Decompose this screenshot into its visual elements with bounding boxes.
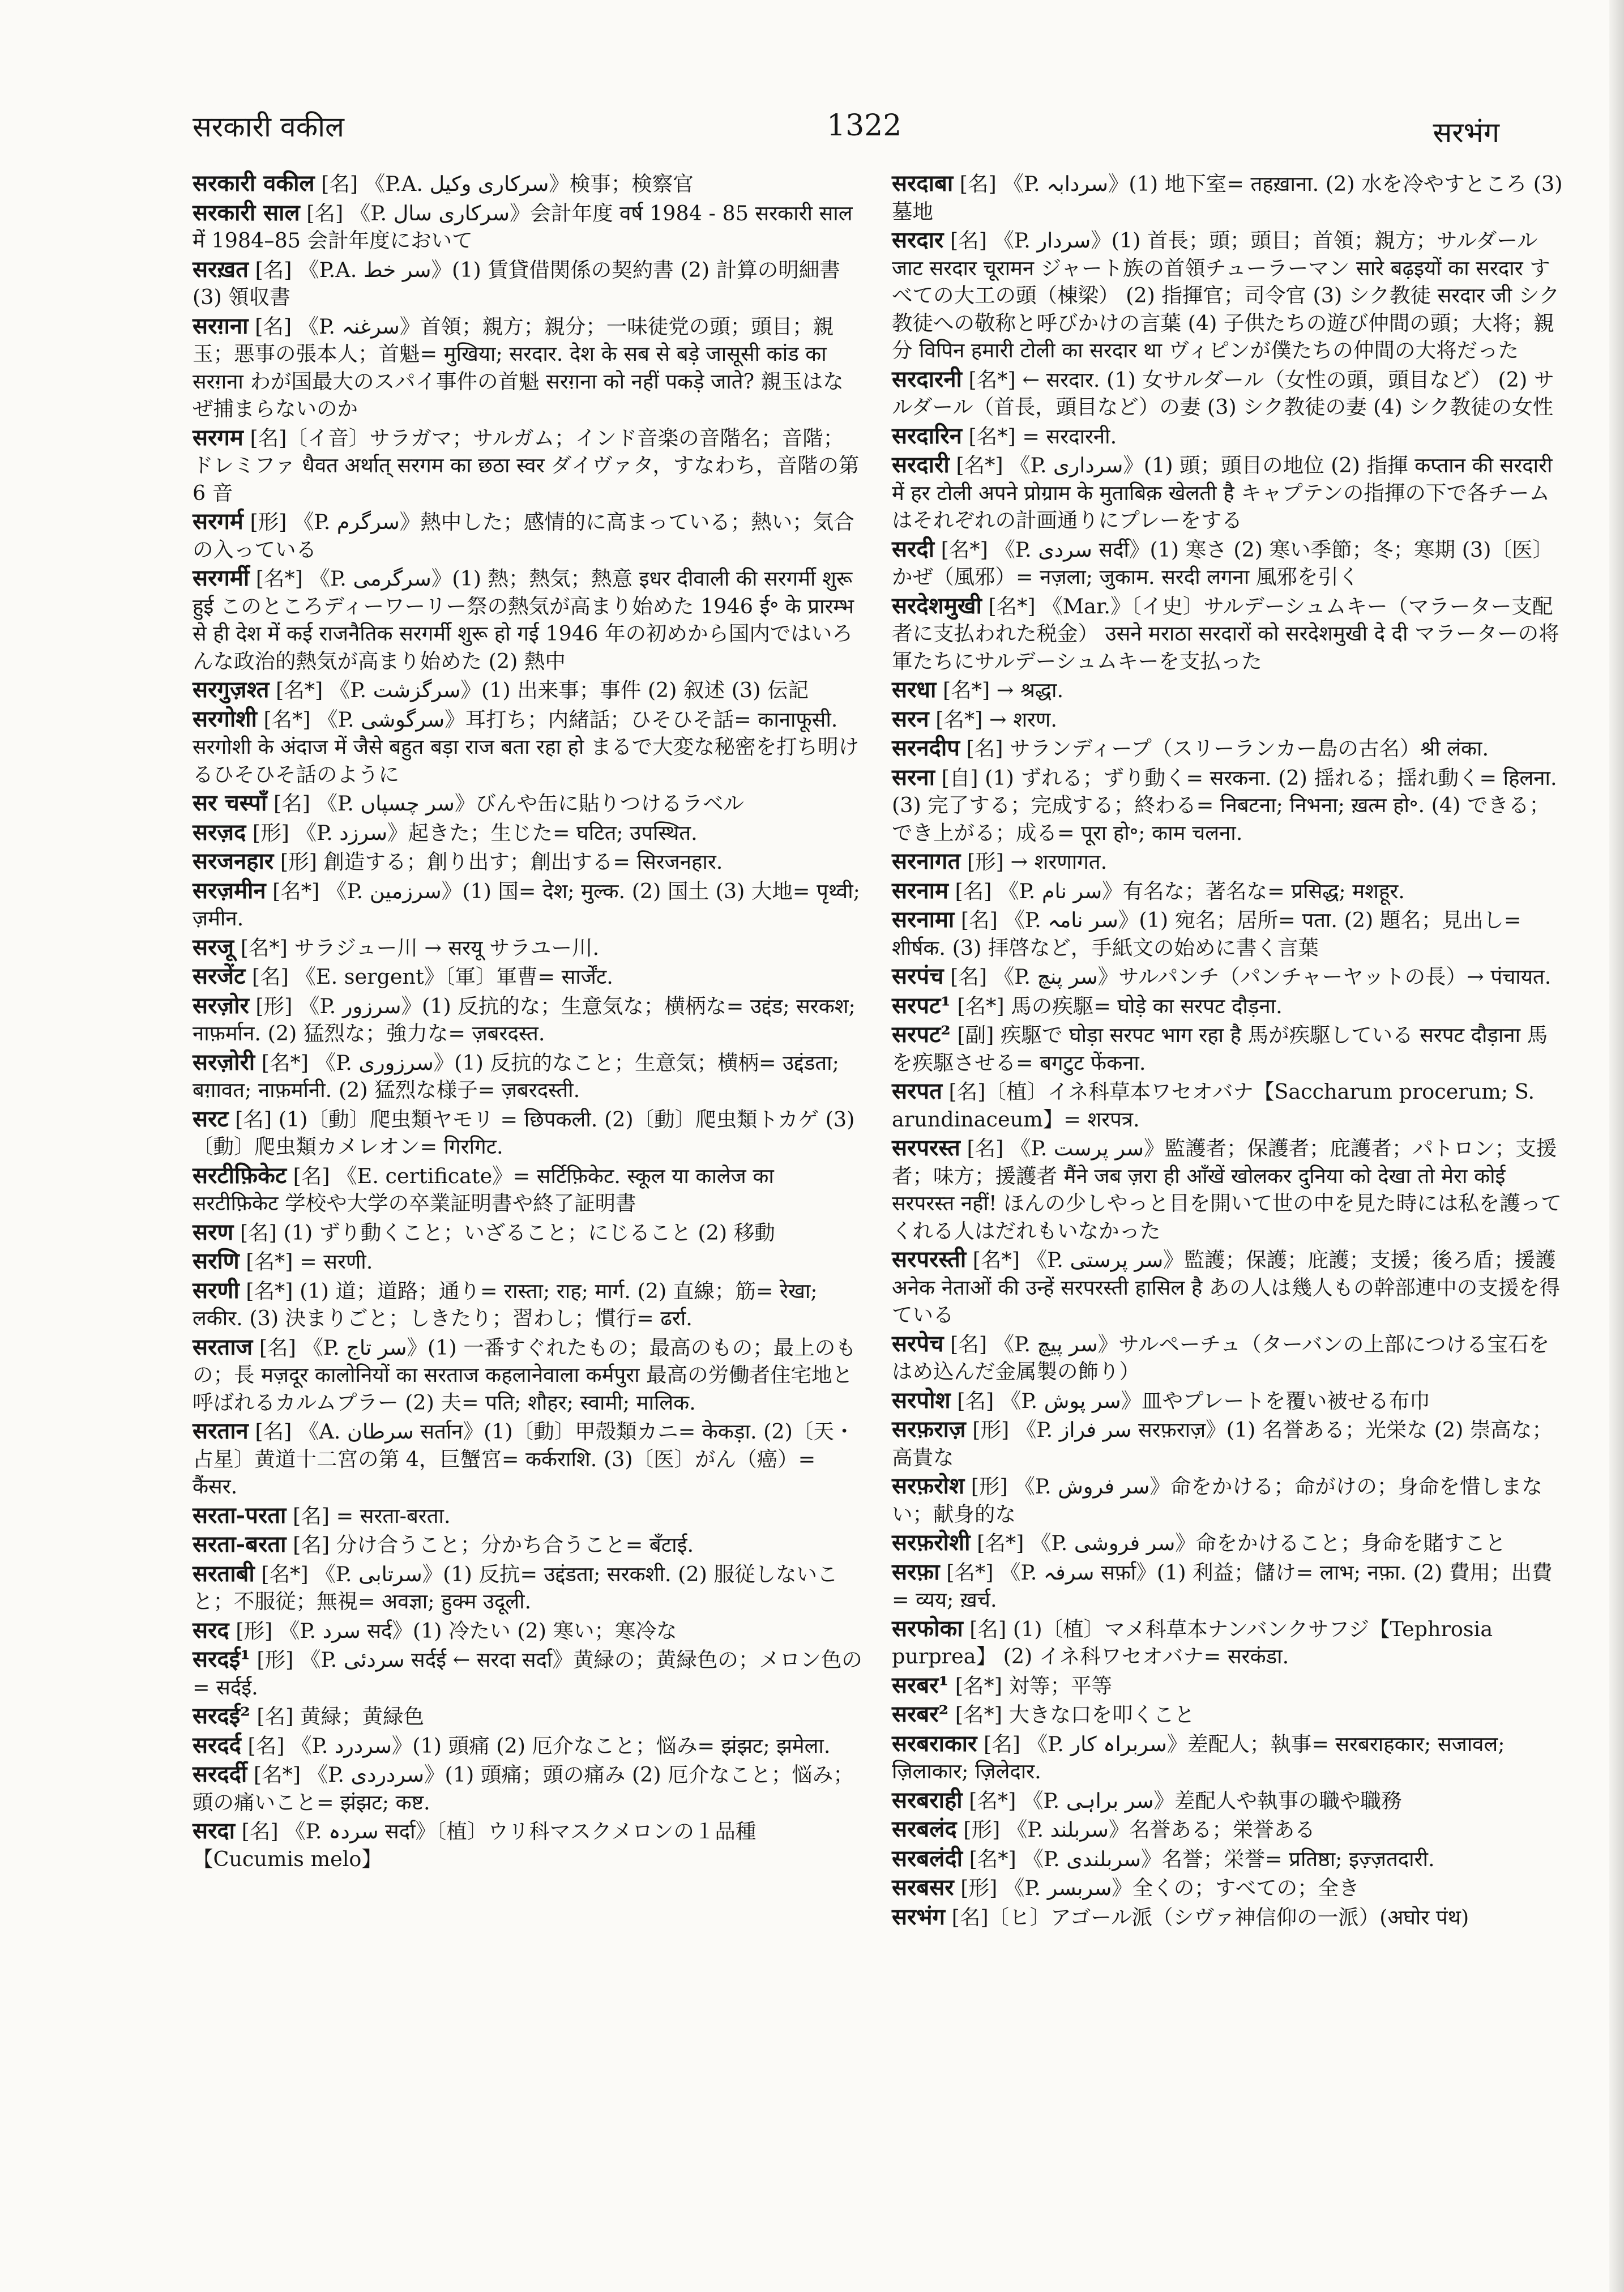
- dictionary-entry: [193, 1531, 864, 1559]
- entry-definition: [名] (1) ずり動くこと；いざること；にじること (2) 移動: [233, 1220, 775, 1245]
- dictionary-entry: [892, 848, 1563, 876]
- entry-definition: [名*] 《P. سر پرستی》監護；保護；庇護；支援；後ろ盾；援護 अनेक नेताओं की उन्हें सरपरस्ती हासिल है あの人は幾人もの幹部連中の支援を得ている: [892, 1248, 1561, 1327]
- dictionary-entry: [892, 735, 1563, 763]
- entry-definition: [形] 《P. سربلند》名誉ある；栄誉ある: [956, 1817, 1315, 1842]
- header-left-guide-word: सरकारी वकील: [193, 110, 344, 143]
- dictionary-entry: [892, 1529, 1563, 1557]
- entry-headword: सरज़द: [193, 818, 246, 846]
- entry-headword: सरफ़ा: [892, 1558, 940, 1585]
- entry-headword: सरतान: [193, 1418, 249, 1444]
- dictionary-entry: [892, 676, 1563, 705]
- entry-headword: सरनागत: [892, 848, 961, 874]
- entry-definition: [名] 《P. سر پرست》監護者；保護者；庇護者；パトロン；支援者；味方；援護者 मैंने जब ज़रा ही आँखें खोलकर दुनिया को देखा तो मेरा कोई सरपरस्त नहीं! ほんの少しやっと目を開いて世の中を見た時には私を護ってくれる人はだれもいなかった: [892, 1136, 1562, 1243]
- entry-headword: सरबर²: [892, 1701, 949, 1727]
- dictionary-entry: [193, 848, 864, 876]
- dictionary-entry: [892, 1416, 1563, 1471]
- entry-headword: सरबराकार: [892, 1730, 977, 1757]
- entry-headword: सरता-बरता: [193, 1531, 287, 1557]
- entry-headword: सरजू: [193, 933, 234, 961]
- dictionary-entry: [892, 963, 1563, 991]
- entry-headword: सरदी: [892, 535, 934, 562]
- dictionary-entry: [193, 1277, 864, 1333]
- entry-headword: सरता-परता: [193, 1501, 287, 1529]
- entry-definition: [名] 《P.A. سرکاری وکیل》検事；検察官: [314, 172, 694, 196]
- entry-headword: सरदर्दी: [193, 1761, 247, 1787]
- dictionary-entry: [892, 366, 1563, 421]
- entry-definition: [名] 《P. سردرد》(1) 頭痛 (2) 厄介なこと；悩み= झंझट; झमेला.: [241, 1733, 831, 1758]
- left-column: [193, 170, 864, 1874]
- entry-definition: [名] 《A. سرطان सर्तान》(1)〔動〕甲殻類カニ= केकड़ा. (2)〔天・占星〕黄道十二宮の第 4，巨蟹宮= कर्कराशि. (3)〔医〕がん（癌）= कैंसर.: [193, 1419, 855, 1499]
- entry-definition: [名*] 《P. سرتابی》(1) 反抗= उद्दंडता; सरकशी. (2) 服従しないこと；不服従；無視= अवज्ञा; हुक्म उदूली.: [193, 1561, 838, 1614]
- dictionary-entry: [193, 877, 864, 933]
- dictionary-entry: [892, 1816, 1563, 1844]
- dictionary-entry: [892, 1903, 1563, 1932]
- entry-definition: [名*] 《P. سر فروشی》命をかけること；身命を賭すこと: [970, 1531, 1506, 1555]
- entry-definition: [名*] 《P. سردی सर्दी》(1) 寒さ (2) 寒い季節；冬；寒期 (3)〔医〕かぜ（風邪）= नज़ला; जुकाम. सरदी लगना 風邪を引く: [892, 537, 1553, 589]
- entry-headword: सरदई¹: [193, 1646, 250, 1672]
- entry-definition: [名*] (1) 道；道路；通り= रास्ता; राह; मार्ग. (2) 直線；筋= रेखा; लकीर. (3) 決まりごと；しきたり；習わし；慣行= ढर्रा.: [193, 1278, 818, 1330]
- page-number: 1322: [827, 109, 902, 143]
- entry-definition: [名] サランディープ（スリーランカー島の古名）श्री लंका.: [959, 736, 1489, 761]
- entry-headword: सरधा: [892, 676, 937, 703]
- entry-headword: सरदेशमुखी: [892, 592, 982, 619]
- entry-definition: [名*] → श्रद्धा.: [936, 678, 1064, 702]
- dictionary-entry: [193, 1702, 864, 1731]
- entry-definition: [名*] 馬の疾駆= घोड़े का सरपट दौड़ना.: [950, 993, 1283, 1018]
- entry-headword: सरनाम: [892, 877, 948, 904]
- entry-definition: [形] 《P. سر فروش》命をかける；命がけの；身命を惜しまない；献身的な: [892, 1474, 1542, 1526]
- entry-definition: [名*] 大きな口を叩くこと: [948, 1702, 1195, 1727]
- entry-definition: [自] (1) ずれる；ずり動く= सरकना. (2) 揺れる；揺れ動く= हिलना. (3) 完了する；完成する；終わる= निबटना; निभना; ख़त्म हो॰. (4) できる；でき上がる；成る= पूरा हो॰; काम चलना.: [892, 765, 1557, 845]
- entry-definition: [名] (1)〔植〕マメ科草本ナンバンクサフジ【Tephrosia purprea】 (2) イネ科ワセオバナ= सरकंडा.: [892, 1616, 1493, 1668]
- entry-definition: [名] 《P. سر نام》有名な；著名な= प्रसिद्ध; मशहूर.: [948, 878, 1405, 903]
- dictionary-entry: [892, 1472, 1563, 1528]
- entry-definition: [名*] 《P. سربلندی》名誉；栄誉= प्रतिष्ठा; इज़्ज़तदारी.: [962, 1846, 1435, 1871]
- dictionary-entry: [892, 536, 1563, 591]
- entry-headword: सरबलंदी: [892, 1845, 963, 1872]
- entry-headword: सरनामा: [892, 906, 955, 933]
- entry-definition: [名] 《E. certificate》= सर्टिफ़िकेट. स्कूल या कालेज का सरटीफ़िकेट 学校や大学の卒業証明書や終了証明書: [193, 1163, 774, 1215]
- dictionary-entry: [193, 1334, 864, 1417]
- entry-headword: सरपट²: [892, 1021, 951, 1048]
- entry-definition: [形] 《P. سرزور》(1) 反抗的な；生意気な；横柄な= उद्दंड; सरकश; नाफ़र्मान. (2) 猛烈な；強力な= ज़बरदस्त.: [193, 993, 856, 1045]
- entry-headword: सरणी: [193, 1277, 240, 1304]
- entry-definition: [名] 《P. سر پوش》皿やプレートを覆い被せる布巾: [950, 1388, 1430, 1413]
- dictionary-entry: [193, 508, 864, 564]
- dictionary-entry: [193, 565, 864, 675]
- dictionary-entry: [193, 789, 864, 818]
- entry-definition: [名] = सरता-बरता.: [286, 1503, 451, 1528]
- entry-definition: [名*] サラジュー川 → सरयू サラユー川.: [234, 935, 600, 960]
- entry-definition: [名*] = सरदारनी.: [961, 424, 1117, 449]
- entry-headword: सरदारनी: [892, 365, 962, 392]
- dictionary-entry: [892, 1874, 1563, 1902]
- dictionary-entry: [892, 1787, 1563, 1815]
- entry-headword: सरगम: [193, 424, 243, 451]
- dictionary-entry: [193, 1219, 864, 1247]
- entry-headword: सरपंच: [892, 963, 944, 989]
- entry-definition: [名] 黄緑；黄緑色: [250, 1704, 424, 1728]
- right-column: [892, 170, 1563, 1932]
- header-right-guide-word: सरभंग: [1433, 116, 1499, 149]
- entry-headword: सरदारिन: [892, 422, 962, 449]
- entry-headword: सरफ़राज़: [892, 1416, 966, 1442]
- entry-headword: सरज़मीन: [193, 877, 266, 904]
- entry-headword: सरबलंद: [892, 1816, 957, 1842]
- entry-headword: सरणि: [193, 1248, 240, 1274]
- entry-headword: सरख़त: [193, 255, 249, 283]
- entry-headword: सरपोश: [892, 1386, 951, 1414]
- dictionary-entry: [193, 1049, 864, 1104]
- entry-headword: सरदाबा: [892, 170, 954, 197]
- running-head: [159, 85, 1539, 147]
- dictionary-entry: [892, 1330, 1563, 1386]
- dictionary-entry: [892, 764, 1563, 847]
- entry-headword: सरबसर: [892, 1874, 954, 1901]
- entry-definition: [名] 《P. سر پنچ》サルパンチ（パンチャーヤットの長）→ पंचायत.: [943, 964, 1552, 989]
- entry-headword: सरपत: [892, 1078, 942, 1104]
- entry-definition: [名] 《P. سردابہ》(1) 地下室= तहख़ाना. (2) 水を冷やすところ (3) 墓地: [892, 172, 1563, 224]
- entry-headword: सर चस्पाँ: [193, 789, 267, 816]
- entry-definition: [名] 《P. سرکاری سال》会計年度 वर्ष 1984 - 85 सरकारी साल में 1984–85 会計年度において: [193, 200, 853, 253]
- dictionary-entry: [193, 934, 864, 962]
- entry-definition: [形] 《P. سرزد》起きた；生じた= घटित; उपस्थित.: [246, 820, 698, 845]
- entry-headword: सरपरस्ती: [892, 1246, 967, 1273]
- entry-definition: [名] 《P. سردار》(1) 首長；頭；頭目；首領；親方；サルダール जाट सरदार चूरामन ジャート族の首領チューラーマン सारे बढ़इयों का सरदार すべての大工の頭（棟梁） (2) 指揮官；司令官 (3) シク教徒 सरदार जी シク教徒への敬称と呼びかけの言葉 (4) 子供たちの遊び仲間の頭；大将；親分 विपिन हमारी टोली का सरदार था ヴィピンが僕たちの仲間の大将だった: [892, 228, 1560, 362]
- dictionary-entry: [892, 992, 1563, 1021]
- dictionary-entry: [193, 256, 864, 311]
- entry-definition: [形] 《P. سربسر》全くの；すべての；全き: [954, 1876, 1360, 1900]
- entry-definition: [名*] → शरण.: [929, 707, 1057, 732]
- entry-headword: सरदा: [193, 1817, 235, 1844]
- dictionary-entry: [892, 1021, 1563, 1077]
- entry-headword: सरगोशी: [193, 705, 257, 732]
- entry-definition: [名*] 《Mar.》〔イ史〕サルデーシュムキー（マラーター支配者に支払われた税金） उसने मराठा सरदारों को सरदेशमुखी दे दी マラーターの将軍たちにサルデーシュムキーを支払った: [892, 594, 1559, 673]
- dictionary-entry: [193, 1418, 864, 1501]
- entry-definition: [名]〔イ音〕サラガマ；サルガム；インド音楽の音階名；音階；ドレミファ धैवत अर्थात् सरगम का छठा स्वर ダイヴァタ，すなわち，音階の第 6 音: [193, 425, 860, 505]
- dictionary-entry: [193, 1560, 864, 1616]
- dictionary-entry: [193, 706, 864, 789]
- entry-headword: सरण: [193, 1218, 234, 1245]
- entry-definition: [名]〔植〕イネ科草本ワセオバナ【Saccharum procerum; S. arundinaceum】= शरपत्र.: [892, 1079, 1535, 1132]
- entry-definition: [名] 《P. سر پیچ》サルペーチュ（ターバンの上部につける宝石をはめ込んだ金属製の飾り）: [892, 1331, 1550, 1384]
- dictionary-entry: [193, 199, 864, 255]
- dictionary-entry: [892, 1672, 1563, 1700]
- entry-definition: [名*] 《P. سرزمین》(1) 国= देश; मुल्क. (2) 国土 (3) 大地= पृथ्वी; ज़मीन.: [193, 878, 860, 931]
- entry-definition: [形] 《P. سر فراز सरफ़राज़》(1) 名誉ある；光栄な (2) 崇高な；高貴な: [892, 1418, 1553, 1470]
- entry-headword: सरगुज़श्त: [193, 676, 270, 703]
- dictionary-entry: [892, 592, 1563, 676]
- entry-headword: सरपट¹: [892, 992, 951, 1019]
- entry-headword: सरबराही: [892, 1786, 963, 1813]
- dictionary-entry: [892, 1615, 1563, 1671]
- entry-headword: सरफ़रोशी: [892, 1529, 971, 1556]
- dictionary-entry: [892, 1387, 1563, 1415]
- dictionary-entry: [193, 1106, 864, 1161]
- entry-headword: सरफोका: [892, 1615, 963, 1642]
- entry-definition: [名*] 《P. سرگرمی》(1) 熱；熱気；熱意 इधर दीवाली की सरगर्मी शुरू हुई このところディーワーリー祭の熱気が高まり始めた 1946 ई॰ के प्रारम्भ से ही देश में कई राजनैतिक सरगर्मी शुरू हो गई 1946 年の初めから国内ではいろんな政治的熱気が高まり始めた (2) 熱中: [193, 566, 854, 673]
- entry-headword: सरटीफ़िकेट: [193, 1162, 287, 1189]
- entry-definition: [名*] 《P. سرگزشت》(1) 出来事；事件 (2) 叙述 (3) 伝記: [269, 678, 809, 702]
- entry-headword: सरभंग: [892, 1903, 946, 1930]
- entry-definition: [名*] 《P. سرزوری》(1) 反抗的なこと；生意気；横柄= उद्दंडता; बग़ावत; नाफ़र्मानी. (2) 猛烈な様子= ज़बरदस्ती.: [193, 1050, 839, 1102]
- entry-definition: [名]〔ヒ〕アゴール派（シヴァ神信仰の一派）(अघोर पंथ): [945, 1905, 1469, 1930]
- entry-headword: सरदारी: [892, 451, 950, 478]
- dictionary-entry: [193, 1732, 864, 1760]
- dictionary-entry: [892, 1701, 1563, 1729]
- dictionary-entry: [892, 1134, 1563, 1245]
- entry-headword: सरना: [892, 763, 935, 791]
- entry-headword: सरट: [193, 1105, 229, 1132]
- dictionary-entry: [193, 1617, 864, 1645]
- entry-definition: [名] 分け合うこと；分かち合うこと= बँटाई.: [286, 1533, 694, 1557]
- entry-headword: सरगर्म: [193, 508, 243, 535]
- entry-definition: [名*] 対等；平等: [948, 1673, 1113, 1698]
- entry-definition: [名*] ← सरदार. (1) 女サルダール（女性の頭，頭目など） (2) サルダール（首長，頭目など）の妻 (3) シク教徒の妻 (4) シク教徒の女性: [892, 367, 1555, 419]
- entry-headword: सरदई²: [193, 1702, 250, 1729]
- entry-definition: [名*] = सरणी.: [239, 1249, 373, 1274]
- dictionary-entry: [193, 1761, 864, 1816]
- dictionary-entry: [193, 1817, 864, 1873]
- dictionary-entry: [193, 992, 864, 1048]
- dictionary-entry: [193, 1248, 864, 1276]
- entry-headword: सरज़ोरी: [193, 1048, 255, 1075]
- entry-headword: सरद: [193, 1616, 229, 1644]
- entry-definition: [名*] 《P. سرداری》(1) 頭；頭目の地位 (2) 指揮 कप्तान की सरदारी में हर टोली अपने प्रोग्राम के मुताबिक़ खेलती है キャプテンの指揮の下で各チームはそれぞれの計画通りにプレーをする: [892, 453, 1553, 532]
- scan-edge: [1609, 0, 1624, 2292]
- dictionary-entry: [193, 963, 864, 991]
- entry-headword: सरन: [892, 705, 929, 732]
- entry-definition: [形] 《P. سرد सर्द》(1) 冷たい (2) 寒い；寒冷な: [229, 1618, 677, 1643]
- entry-definition: [名] 《E. sergent》〔軍〕軍曹= सार्जेंट.: [245, 964, 613, 989]
- entry-definition: [形] → शरणागत.: [960, 850, 1108, 874]
- entry-headword: सरफ़रोश: [892, 1472, 965, 1499]
- entry-headword: सरजेंट: [193, 963, 246, 989]
- dictionary-entry: [193, 424, 864, 507]
- dictionary-entry: [892, 877, 1563, 906]
- entry-definition: [名] 《P.A. سر خط》(1) 賃貸借関係の契約書 (2) 計算の明細書 (3) 領収書: [193, 257, 840, 309]
- dictionary-entry: [193, 1646, 864, 1701]
- dictionary-entry: [892, 227, 1563, 365]
- entry-headword: सरकारी साल: [193, 199, 300, 226]
- dictionary-entry: [892, 1845, 1563, 1873]
- dictionary-entry: [193, 676, 864, 705]
- entry-definition: [名] 《P. سر چسپاں》びんや缶に貼りつけるラベル: [267, 791, 744, 816]
- entry-headword: सरज़ोर: [193, 992, 249, 1019]
- entry-headword: सरदार: [892, 227, 944, 253]
- entry-definition: [名*] 《P. سرگوشی》耳打ち；内緒話；ひそひそ話= कानाफूसी. सरगोशी के अंदाज में जैसे बहुत बड़ा राज बता रहा हो まるで大変な秘密を打ち明けるひそひそ話のように: [193, 707, 860, 787]
- dictionary-entry: [892, 1078, 1563, 1133]
- entry-definition: [名] 《P. سرغنہ》首領；親方；親分；一味徒党の頭；頭目；親玉；悪事の張本人；首魁= मुखिया; सरदार. देश के सब से बड़े जासूसी कांड का सरग़ना わが国最大のスパイ事件の首魁 सरग़ना को नहीं पकड़े जाते? 親玉はなぜ捕まらないのか: [193, 314, 844, 421]
- dictionary-entry: [193, 1162, 864, 1218]
- entry-definition: [形] 《P. سردئی सर्दई ← सरदा सर्दा》黄緑の；黄緑色の；メロン色の= सर्दई.: [193, 1647, 862, 1700]
- dictionary-entry: [892, 1559, 1563, 1614]
- entry-headword: सरपेच: [892, 1330, 944, 1357]
- entry-headword: सरकारी वकील: [193, 170, 315, 197]
- dictionary-entry: [892, 422, 1563, 451]
- entry-definition: [名*] 《P. سرفہ सर्फ़ा》(1) 利益；儲け= लाभ; नफ़ा. (2) 費用；出費= व्यय; ख़र्च.: [892, 1560, 1553, 1612]
- entry-headword: सरनदीप: [892, 735, 960, 761]
- entry-headword: सरबर¹: [892, 1671, 949, 1698]
- entry-headword: सरताबी: [193, 1560, 255, 1587]
- entry-definition: [名] 《P. سر تاج》(1) 一番すぐれたもの；最高のもの；最上のもの；長 मज़दूर कालोनियों का सरताज कहलानेवाला कर्मपुरा 最高の労働者住宅地と呼ばれるカルムプラー (2) 夫= पति; शौहर; स्वामी; मालिक.: [193, 1335, 856, 1415]
- dictionary-entry: [892, 170, 1563, 225]
- entry-definition: [形] 《P. سرگرم》熱中した；感情的に高まっている；熱い；気合の入っている: [193, 510, 854, 562]
- dictionary-entry: [892, 706, 1563, 734]
- entry-definition: [名] 《P. سردہ सर्दा》〔植〕ウリ科マスクメロンの１品種【Cucumis melo】: [193, 1819, 757, 1871]
- dictionary-entry: [193, 1502, 864, 1530]
- entry-headword: सरजनहार: [193, 848, 274, 874]
- entry-definition: [名*] 《P. سردردی》(1) 頭痛；頭の痛み (2) 厄介なこと；悩み；頭の痛いこと= झंझट; कष्ट.: [193, 1762, 854, 1815]
- dictionary-entry: [193, 819, 864, 847]
- entry-headword: सरगर्मी: [193, 565, 250, 591]
- entry-headword: सरपरस्त: [892, 1134, 960, 1161]
- entry-definition: [名] (1)〔動〕爬虫類ヤモリ = छिपकली. (2)〔動〕爬虫類トカゲ (3)〔動〕爬虫類カメレオン= गिरगिट.: [193, 1107, 855, 1159]
- entry-definition: [名] 《P. سر نامہ》(1) 宛名；居所= पता. (2) 題名；見出し= शीर्षक. (3) 拝啓など，手紙文の始めに書く言葉: [892, 908, 1522, 960]
- dictionary-entry: [892, 906, 1563, 962]
- entry-definition: [名] 《P. سربراہ کار》差配人；執事= सरबराहकार; सजावल; ज़िलाकार; ज़िलेदार.: [892, 1731, 1505, 1783]
- entry-definition: [副] 疾駆で घोड़ा सरपट भाग रहा है 馬が疾駆している सरपट दौड़ाना 馬を疾駆させる= बगटुट फेंकना.: [892, 1023, 1548, 1075]
- dictionary-entry: [193, 313, 864, 423]
- dictionary-entry: [892, 451, 1563, 535]
- dictionary-entry: [892, 1246, 1563, 1329]
- entry-definition: [形] 創造する；創り出す；創出する= सिरजनहार.: [273, 850, 723, 874]
- dictionary-entry: [892, 1730, 1563, 1786]
- entry-headword: सरग़ना: [193, 312, 249, 339]
- entry-headword: सरताज: [193, 1333, 253, 1360]
- entry-headword: सरदर्द: [193, 1731, 241, 1759]
- entry-definition: [名*] 《P. سر براہی》差配人や執事の職や職務: [962, 1788, 1402, 1813]
- dictionary-entry: [193, 170, 864, 198]
